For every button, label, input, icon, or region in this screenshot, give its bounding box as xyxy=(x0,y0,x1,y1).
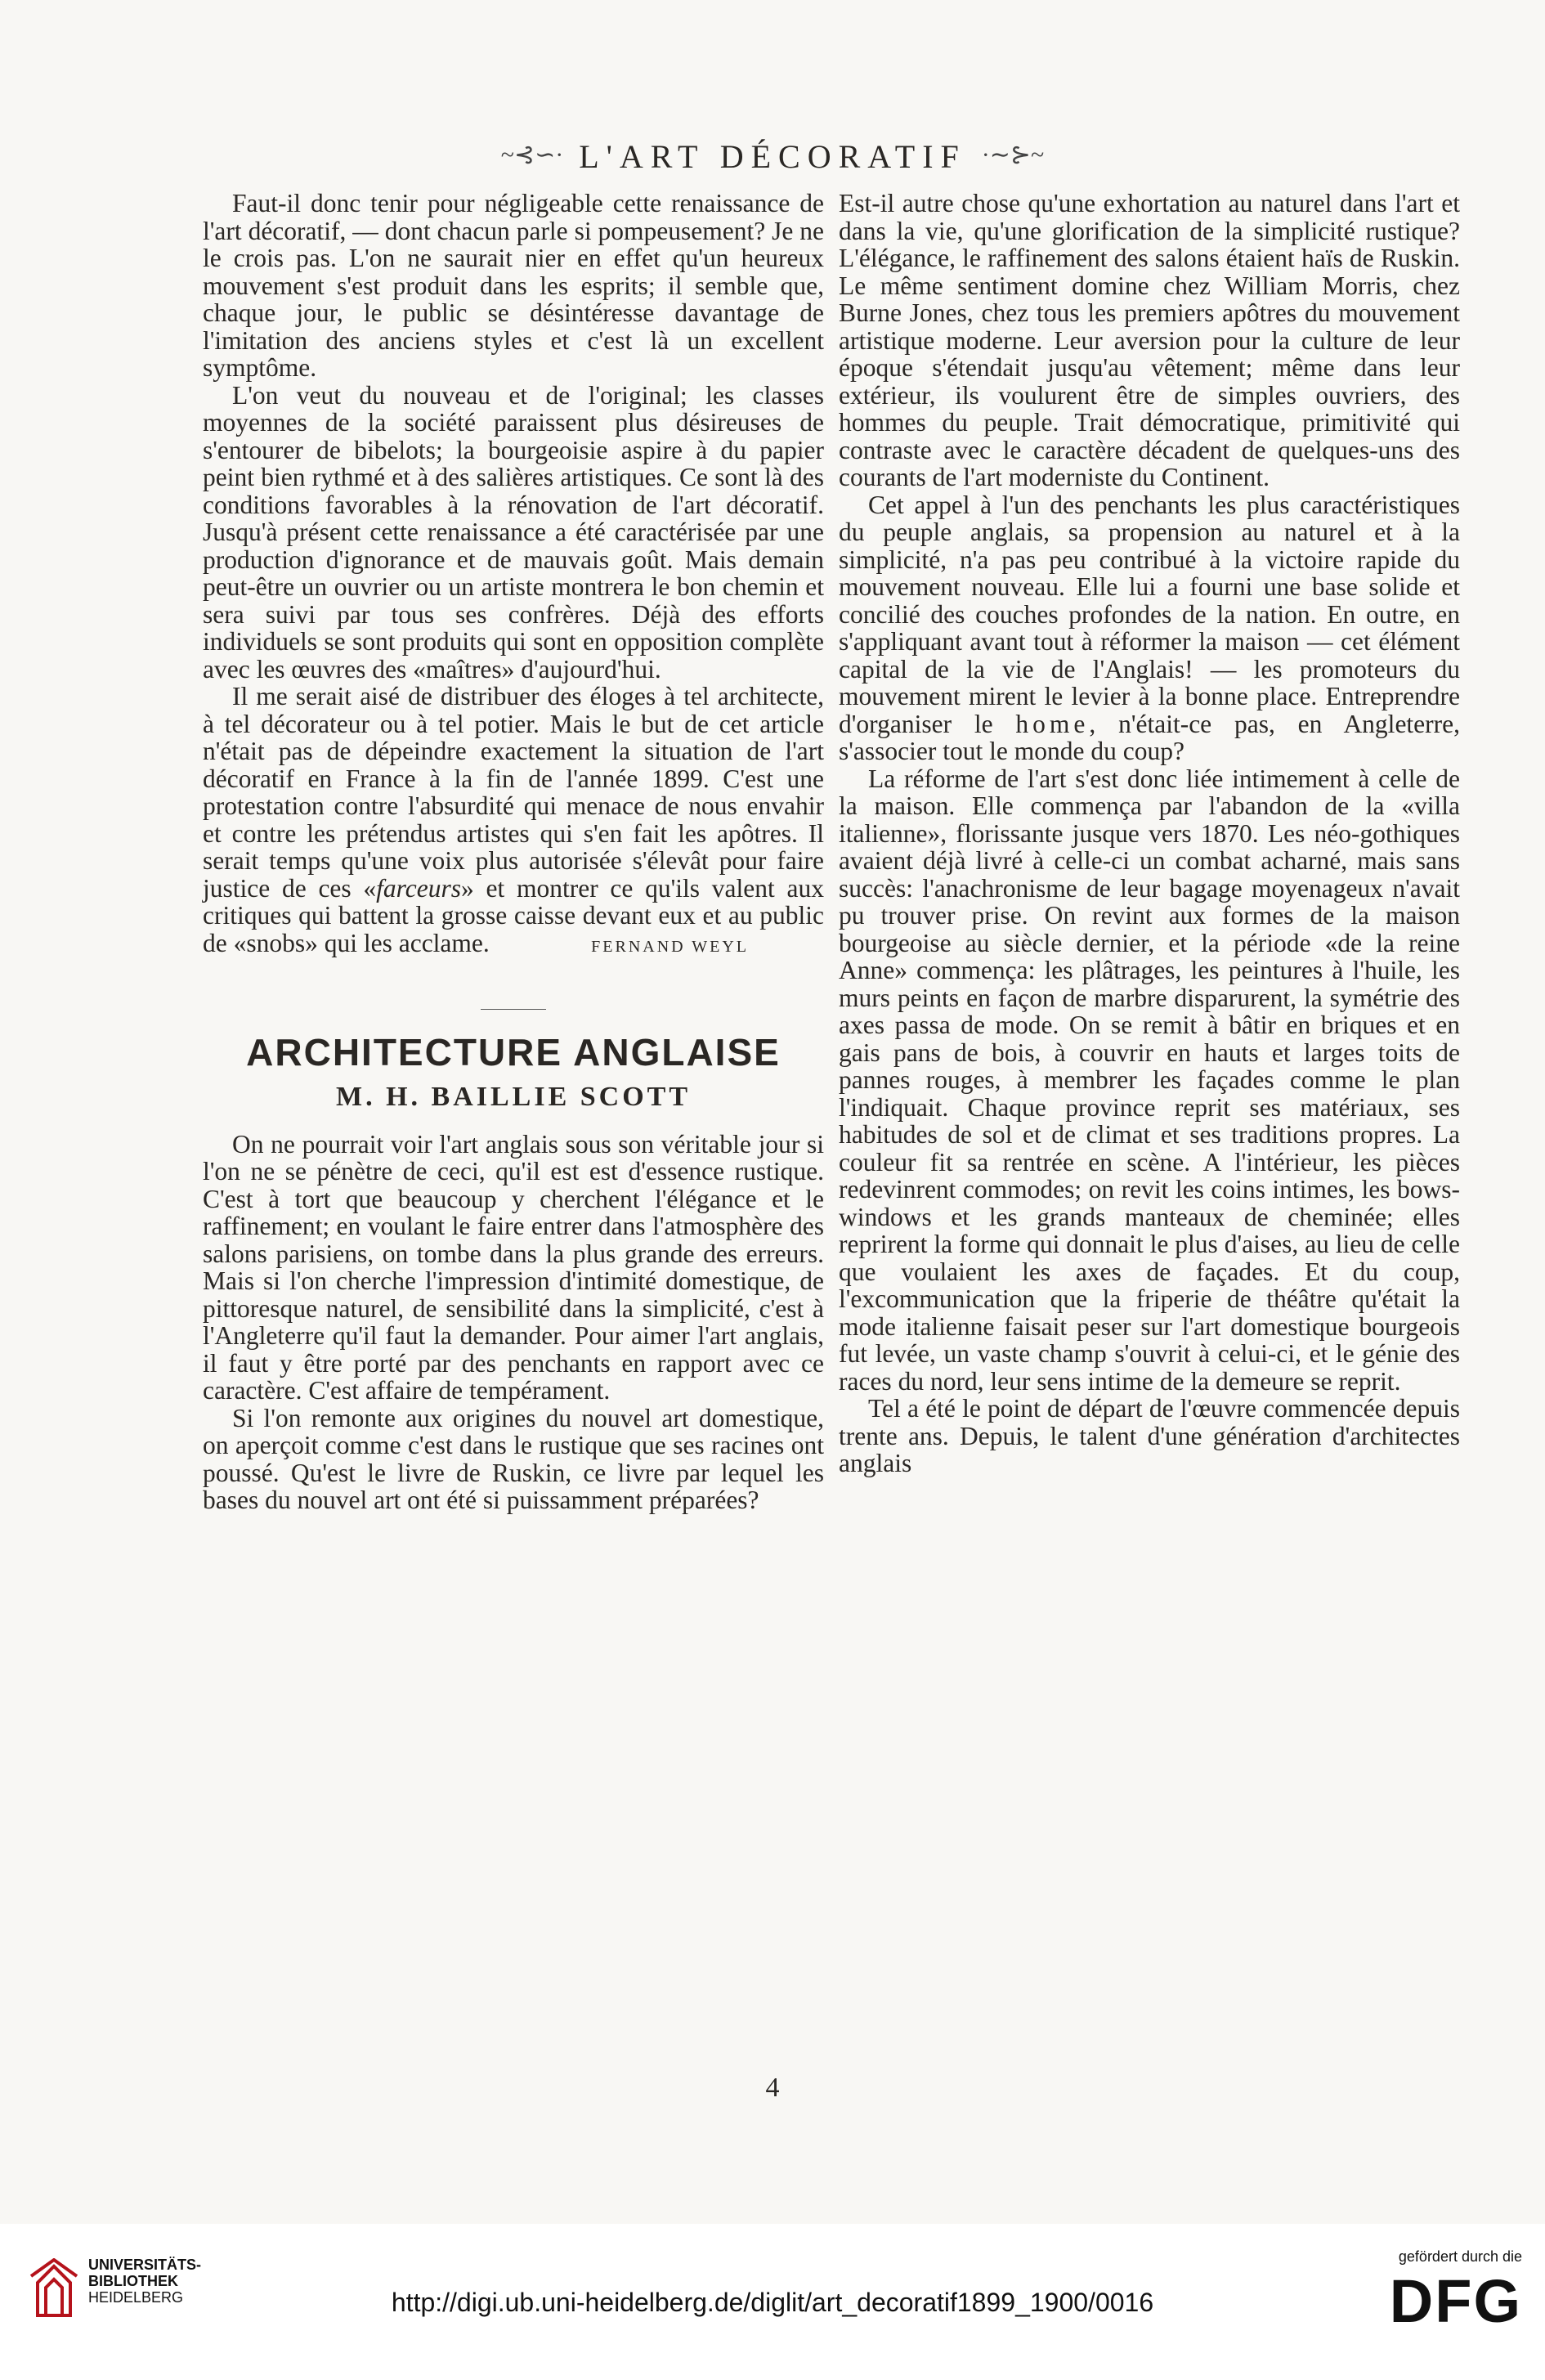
funding-note: gefördert durch die xyxy=(1398,2248,1522,2265)
text-run: , n'était-ce pas, en Angleterre, s'associer tout le monde du coup? xyxy=(839,709,1460,765)
library-name-line: HEIDELBERG xyxy=(88,2289,184,2306)
paragraph: L'on veut du nouveau et de l'original; les classes moyennes de la société paraissent plus désireuses de s'entourer de bibelots; la bourgeoisie aspire à du papier peint bien rythmé et à des salières artistiques. Ce sont là des conditions favorables à la rénovation de l'art décoratif. Jusqu'à présent cette renaissance a été caractérisée par une production d'ignorance et de mauvais goût. Mais demain peut-être un ouvrier ou un artiste montrera le bon chemin et sera suivi par tous ses confrères. Déjà des efforts individuels se sont produits qui sont en opposition complète avec les œuvres des «maîtres» d'aujourd'hui. xyxy=(203,380,824,684)
italic-word: farceurs xyxy=(376,873,461,903)
paragraph xyxy=(203,683,824,957)
permalink-url[interactable]: http://digi.ub.uni-heidelberg.de/diglit/art_decoratif1899_1900/0016 xyxy=(391,2288,1154,2317)
digitization-footer xyxy=(0,2224,1545,2380)
ornament-right: ·∼⊱~ xyxy=(981,141,1045,168)
running-head xyxy=(0,137,1545,176)
paragraph: Faut-il donc tenir pour négligeable cette renaissance de l'art décoratif, — dont chacun parle si pompeusement? Je ne le crois pas. L'on ne saurait nier en effet qu'un heureux mouvement s'est produit dans les esprits; il semble que, chaque jour, le public se désintéresse davantage de l'imitation des anciens styles et c'est là un excellent symptôme. xyxy=(203,189,824,382)
ornament-left: ~⊰∽· xyxy=(500,141,564,168)
paragraph xyxy=(839,491,1460,765)
article-title: ARCHITECTURE ANGLAISE xyxy=(246,1030,781,1073)
text-run: » et montrer ce qu'ils valent aux critiques qui battent la grosse caisse devant eux et au public de «snobs» qui les acclame. xyxy=(203,873,825,957)
paragraph: Tel a été le point de départ de l'œuvre commencée depuis trente ans. Depuis, le talent d'une génération d'architectes anglais xyxy=(839,1394,1460,1477)
spaced-word: home xyxy=(1015,709,1090,738)
author-signature: FERNAND WEYL xyxy=(591,938,749,956)
paragraph: Est-il autre chose qu'une exhortation au naturel dans l'art et dans la vie, qu'une glorification de la simplicité rustique? L'élégance, le raffinement des salons étaient haïs de Ruskin. Le même sentiment domine chez William Morris, chez Burne Jones, chez tous les premiers apôtres du mouvement artistique moderne. Leur aversion pour la culture de leur époque s'étendait jusqu'au vêtement; même dans leur extérieur, ils voulurent être de simples ouvriers, des hommes du peuple. Trait démocratique, primitivité qui contraste avec le caractère décadent de quelques-uns des courants de l'art moderniste du Continent. xyxy=(839,189,1460,491)
paragraph: On ne pourrait voir l'art anglais sous son véritable jour si l'on ne se pénètre de ceci, qu'il est est d'essence rustique. C'est à tort que beaucoup y cherchent l'élégance et le raffinement; en voulant le faire entrer dans l'atmosphère des salons parisiens, on tombe dans la plus grande des erreurs. Mais si l'on cherche l'impression d'intimité domestique, de pittoresque naturel, de sensibilité dans la simplicité, c'est à l'Angleterre qu'il faut la demander. Pour aimer l'art anglais, il faut y être porté par des penchants en rapport avec ce caractère. C'est affaire de tempérament. xyxy=(203,1129,824,1405)
article-subtitle: M. H. BAILLIE SCOTT xyxy=(335,1081,692,1112)
right-column xyxy=(839,190,1460,1477)
section-divider xyxy=(481,1009,546,1010)
text-run: Cet appel à l'un des penchants les plus caractéristiques du peuple anglais, sa propension au naturel et à la simplicité, n'a pas peu contribué à la victoire rapide du mouvement nouveau. Elle lui a fourni une base solide et concilié des couches profondes de la nation. En outre, en s'appliquant avant tout à réformer la maison — cet élément capital de la vie de l'Anglais! — les promoteurs du mouvement mirent le levier à la bonne place. Entreprendre d'organiser le xyxy=(839,490,1460,738)
library-name-line: BIBLIOTHEK xyxy=(88,2273,178,2289)
left-column xyxy=(203,190,824,1514)
running-title: L'ART DÉCORATIF xyxy=(579,138,966,175)
paragraph: Si l'on remonte aux origines du nouvel art domestique, on aperçoit comme c'est dans le rustique que ses racines ont poussé. Qu'est le livre de Ruskin, ce livre par lequel les bases du nouvel art ont été si puissamment préparées? xyxy=(203,1403,824,1514)
page-number: 4 xyxy=(765,2073,780,2103)
dfg-logo-icon[interactable]: DFG xyxy=(1389,2267,1522,2335)
library-name-line: UNIVERSITÄTS- xyxy=(88,2257,202,2273)
text-run: Il me serait aisé de distribuer des éloges à tel architecte, à tel décorateur ou à tel potier. Mais le but de cet article n'était pas de dépeindre exactement la situation de l'art décoratif en France à la fin de l'année 1899. C'est une protestation contre l'absurdité qui menace de nous envahir et contre les prétendus artistes qui s'en fait les apôtres. Il serait temps qu'une voix plus autorisée s'élevât pour faire justice de ces « xyxy=(203,682,824,903)
paragraph: La réforme de l'art s'est donc liée intimement à celle de la maison. Elle commença par l'abandon de la «villa italienne», florissante jusque vers 1870. Les néo-gothiques avaient déjà livré à celle-ci un combat acharné, mais sans succès: l'anachronisme de leur bagage moyenageux n'avait pu trouver prise. On revint aux formes de la maison bourgeoise au siècle dernier, et la période «de la reine Anne» commença: les plâtrages, les peintures à l'huile, les murs peints en façon de marbre disparurent, la symétrie des axes passa de mode. On se remit à bâtir en briques et en gais pans de bois, à couvrir en hauts et larges toits de pannes rouges, à membrer les façades comme le plan l'indiquait. Chaque province reprit ses matériaux, ses habitudes de sol et de climat et ses traditions propres. La couleur fit sa rentrée en scène. A l'intérieur, les pièces redevinrent commodes; on revit les coins intimes, les bows-windows et les grands manteaux de cheminée; elles reprirent la forme qui donnait le plus d'aises, au lieu de celle que voulaient les axes de façades. Et du coup, l'excommunication que la friperie de théâtre qu'était la mode italienne faisait peser sur l'art domestique bourgeois fut levée, un vaste champ s'ouvrit à celui-ci, et le génie des races du nord, leur sens intime de la demeure se reprit. xyxy=(839,764,1460,1396)
